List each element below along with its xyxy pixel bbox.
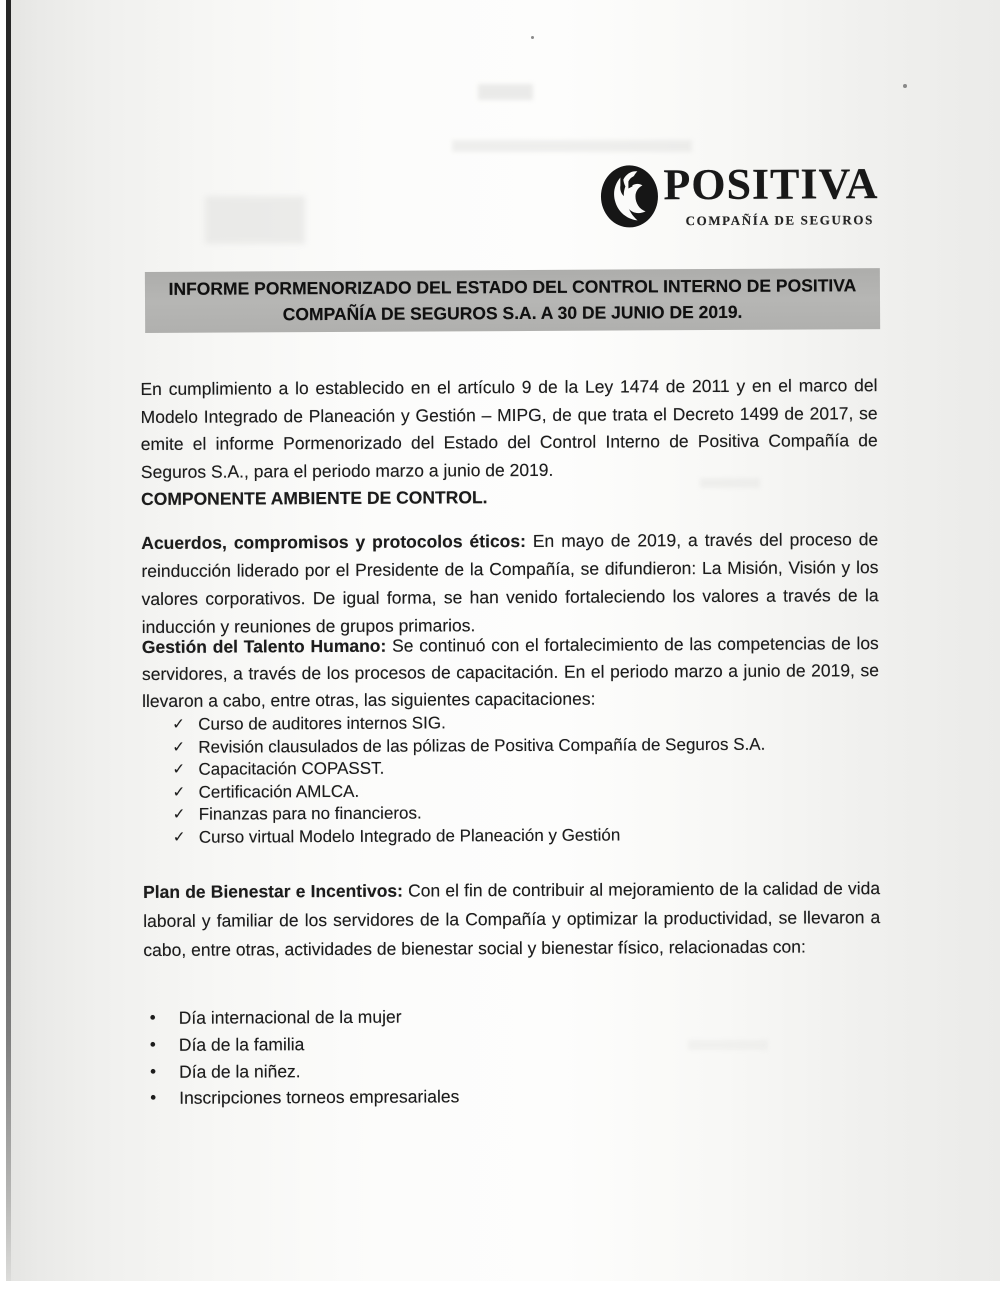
training-item-label: Curso de auditores internos SIG. <box>198 713 446 734</box>
paragraph-acuerdos-lead: Acuerdos, compromisos y protocolos éticos: <box>141 530 526 553</box>
positiva-logo <box>599 159 879 241</box>
bullet-icon: • <box>149 1007 156 1027</box>
paragraph-plan-lead: Plan de Bienestar e Incentivos: <box>143 880 403 902</box>
training-item-label: Finanzas para no financieros. <box>198 803 422 825</box>
training-item-label: Curso virtual Modelo Integrado de Planeación y Gestión <box>198 825 621 847</box>
bullet-icon: • <box>149 1061 157 1081</box>
paragraph-plan-body: Con el fin de contribuir al mejoramiento de la calidad de vida laboral y familiar de los servidores de la Compañía y optimizar la productividad, se llevaron a cabo, entre otras, actividades de bienestar social y bienestar físico, relacionadas con: <box>143 878 881 960</box>
activity-item-label: Inscripciones torneos empresariales <box>179 1086 460 1109</box>
training-checklist <box>142 710 880 849</box>
paragraph-gestion-lead: Gestión del Talento Humano: <box>141 635 387 657</box>
paragraph-gestion-talento <box>142 630 879 715</box>
checkmark-icon: ✓ <box>172 715 185 733</box>
activity-item <box>150 1001 881 1032</box>
activity-item <box>150 1055 881 1086</box>
paragraph-acuerdos-body: En mayo de 2019, a través del proceso de reinducción liderado por el Presidente de la Compañía, se difundieron: La Misión, Visión y los valores corporativos. De igual forma, se han venido fortaleciendo los valores a través de la inducción y reuniones de grupos primarios. <box>141 529 879 637</box>
section-heading: COMPONENTE AMBIENTE DE CONTROL. <box>140 487 488 509</box>
checkmark-icon: ✓ <box>172 828 186 846</box>
wellbeing-activities-list <box>144 1001 882 1112</box>
paragraph-plan-bienestar <box>143 874 880 965</box>
training-item-label: Capacitación COPASST. <box>198 758 385 779</box>
positiva-swirl-emblem-icon <box>599 163 661 231</box>
bullet-icon: • <box>150 1088 157 1108</box>
training-item-label: Certificación AMLCA. <box>198 781 360 802</box>
brand-name: POSITIVA <box>663 159 879 210</box>
report-title-line2: COMPAÑÍA DE SEGUROS S.A. A 30 DE JUNIO DE 2019. <box>282 301 743 325</box>
paragraph-gestion-body: Se continuó con el fortalecimiento de las competencias de los servidores, a través de los procesos de capacitación. En el periodo marzo a junio de 2019, se llevaron a cabo, entre otras, las siguientes capacitaciones: <box>141 633 880 711</box>
intro-paragraph: En cumplimiento a lo establecido en el artículo 9 de la Ley 1474 de 2011 y en el marco del Modelo Integrado de Planeación y Gestión – MIPG, de que trata el Decreto 1499 de 2017, se emite el informe Pormenorizado del Estado del Control Interno de Positiva Compañía de Seguros S.A., para el periodo marzo a junio de 2019. <box>140 375 878 482</box>
activity-item-label: Día internacional de la mujer <box>178 1006 402 1028</box>
brand-tagline: COMPAÑÍA DE SEGUROS <box>685 212 874 229</box>
checkmark-icon: ✓ <box>172 806 186 824</box>
paragraph-acuerdos <box>141 525 879 641</box>
activity-item-label: Día de la familia <box>178 1033 305 1055</box>
activity-item <box>150 1082 881 1113</box>
bullet-icon: • <box>149 1034 156 1054</box>
activity-item-label: Día de la niñez. <box>178 1060 301 1082</box>
report-title-line1: INFORME PORMENORIZADO DEL ESTADO DEL CONTROL INTERNO DE POSITIVA <box>168 275 857 299</box>
activity-item <box>150 1028 881 1059</box>
training-item-label: Revisión clausulados de las pólizas de Positiva Compañía de Seguros S.A. <box>198 734 766 757</box>
checkmark-icon: ✓ <box>172 760 186 779</box>
checkmark-icon: ✓ <box>172 738 185 756</box>
checkmark-icon: ✓ <box>172 783 186 801</box>
training-item <box>173 823 880 849</box>
report-title <box>145 268 880 333</box>
